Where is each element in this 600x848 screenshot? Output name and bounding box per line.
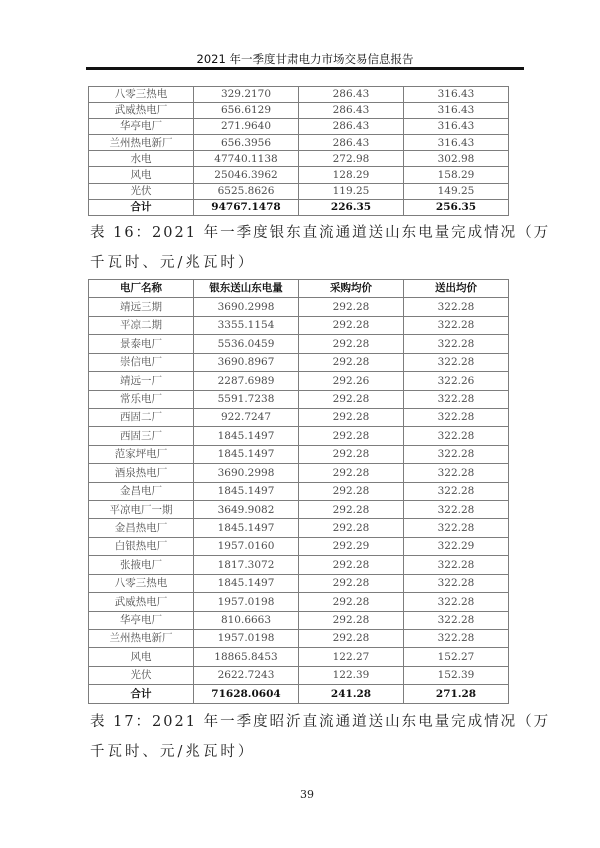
purchase-price-cell: 292.28 <box>299 482 404 500</box>
plant-name-cell: 酒泉热电厂 <box>89 464 194 482</box>
quantity-cell: 3690.8967 <box>194 353 299 371</box>
sendout-price-cell: 158.29 <box>404 167 509 183</box>
sendout-price-cell: 322.28 <box>404 427 509 445</box>
table-row <box>89 574 509 592</box>
quantity-cell: 3690.2998 <box>194 298 299 316</box>
total-sendout-price-cell: 271.28 <box>404 685 509 703</box>
plant-name-cell: 兰州热电新厂 <box>89 630 194 648</box>
sendout-price-cell: 152.27 <box>404 648 509 666</box>
purchase-price-cell: 292.28 <box>299 574 404 592</box>
table-row <box>89 666 509 684</box>
purchase-price-cell: 292.28 <box>299 390 404 408</box>
purchase-price-cell: 292.28 <box>299 593 404 611</box>
table-row <box>89 630 509 648</box>
sendout-price-cell: 322.28 <box>404 574 509 592</box>
plant-name-cell: 华亭电厂 <box>89 119 194 135</box>
purchase-price-cell: 292.28 <box>299 464 404 482</box>
table-row <box>89 316 509 334</box>
table-row <box>89 372 509 390</box>
caption-line: 千瓦时、元/兆瓦时） <box>90 744 256 760</box>
plant-name-cell: 西固二厂 <box>89 408 194 426</box>
column-header-sendout-price: 送出均价 <box>404 280 509 298</box>
purchase-price-cell: 286.43 <box>299 135 404 151</box>
purchase-price-cell: 286.43 <box>299 103 404 119</box>
sendout-price-cell: 322.29 <box>404 537 509 555</box>
table-row <box>89 167 509 183</box>
table-row <box>89 408 509 426</box>
table-row <box>89 519 509 537</box>
quantity-cell: 1845.1497 <box>194 482 299 500</box>
table-total-row <box>89 685 509 703</box>
purchase-price-cell: 292.28 <box>299 427 404 445</box>
quantity-cell: 656.3956 <box>194 135 299 151</box>
table-row <box>89 298 509 316</box>
header-rule <box>86 67 524 70</box>
sendout-price-cell: 322.28 <box>404 593 509 611</box>
plant-name-cell: 靖远三期 <box>89 298 194 316</box>
quantity-cell: 2622.7243 <box>194 666 299 684</box>
purchase-price-cell: 122.39 <box>299 666 404 684</box>
table-row <box>89 482 509 500</box>
table-total-row <box>89 199 509 215</box>
sendout-price-cell: 322.28 <box>404 390 509 408</box>
quantity-cell: 6525.8626 <box>194 183 299 199</box>
sendout-price-cell: 152.39 <box>404 666 509 684</box>
purchase-price-cell: 292.29 <box>299 537 404 555</box>
table-row <box>89 183 509 199</box>
quantity-cell: 1845.1497 <box>194 427 299 445</box>
plant-name-cell: 张掖电厂 <box>89 556 194 574</box>
purchase-price-cell: 292.26 <box>299 372 404 390</box>
table-row <box>89 611 509 629</box>
continued-table <box>88 86 509 216</box>
purchase-price-cell: 292.28 <box>299 298 404 316</box>
purchase-price-cell: 128.29 <box>299 167 404 183</box>
plant-name-cell: 光伏 <box>89 666 194 684</box>
table-header-row <box>89 280 509 298</box>
sendout-price-cell: 316.43 <box>404 119 509 135</box>
sendout-price-cell: 149.25 <box>404 183 509 199</box>
quantity-cell: 1845.1497 <box>194 445 299 463</box>
quantity-cell: 810.6663 <box>194 611 299 629</box>
page-header-title: 2021 年一季度甘肃电力市场交易信息报告 <box>196 52 414 66</box>
quantity-cell: 329.2170 <box>194 87 299 103</box>
purchase-price-cell: 292.28 <box>299 353 404 371</box>
sendout-price-cell: 322.28 <box>404 316 509 334</box>
table-row <box>89 135 509 151</box>
plant-name-cell: 风电 <box>89 648 194 666</box>
quantity-cell: 1957.0198 <box>194 630 299 648</box>
sendout-price-cell: 322.28 <box>404 335 509 353</box>
plant-name-cell: 武威热电厂 <box>89 103 194 119</box>
total-label-cell: 合计 <box>89 685 194 703</box>
quantity-cell: 1817.3072 <box>194 556 299 574</box>
sendout-price-cell: 322.28 <box>404 464 509 482</box>
table-17-caption <box>90 707 551 767</box>
quantity-cell: 18865.8453 <box>194 648 299 666</box>
total-quantity-cell: 94767.1478 <box>194 199 299 215</box>
sendout-price-cell: 322.28 <box>404 445 509 463</box>
sendout-price-cell: 322.28 <box>404 298 509 316</box>
plant-name-cell: 八零三热电 <box>89 574 194 592</box>
purchase-price-cell: 292.28 <box>299 335 404 353</box>
column-header-purchase-price: 采购均价 <box>299 280 404 298</box>
purchase-price-cell: 272.98 <box>299 151 404 167</box>
sendout-price-cell: 322.28 <box>404 630 509 648</box>
sendout-price-cell: 322.28 <box>404 408 509 426</box>
purchase-price-cell: 286.43 <box>299 119 404 135</box>
table-row <box>89 537 509 555</box>
sendout-price-cell: 316.43 <box>404 103 509 119</box>
page-number: 39 <box>300 788 314 801</box>
table-row <box>89 390 509 408</box>
table-row <box>89 335 509 353</box>
plant-name-cell: 靖远一厂 <box>89 372 194 390</box>
plant-name-cell: 风电 <box>89 167 194 183</box>
plant-name-cell: 景泰电厂 <box>89 335 194 353</box>
sendout-price-cell: 322.28 <box>404 482 509 500</box>
sendout-price-cell: 316.43 <box>404 135 509 151</box>
plant-name-cell: 金昌热电厂 <box>89 519 194 537</box>
plant-name-cell: 平凉电厂一期 <box>89 501 194 519</box>
table-row <box>89 501 509 519</box>
quantity-cell: 3649.9082 <box>194 501 299 519</box>
purchase-price-cell: 286.43 <box>299 87 404 103</box>
plant-name-cell: 光伏 <box>89 183 194 199</box>
quantity-cell: 47740.1138 <box>194 151 299 167</box>
plant-name-cell: 平凉二期 <box>89 316 194 334</box>
total-purchase-price-cell: 241.28 <box>299 685 404 703</box>
purchase-price-cell: 292.28 <box>299 630 404 648</box>
caption-line: 表 17：2021 年一季度昭沂直流通道送山东电量完成情况（万 <box>90 714 551 730</box>
plant-name-cell: 华亭电厂 <box>89 611 194 629</box>
sendout-price-cell: 316.43 <box>404 87 509 103</box>
purchase-price-cell: 292.28 <box>299 519 404 537</box>
purchase-price-cell: 119.25 <box>299 183 404 199</box>
sendout-price-cell: 322.26 <box>404 372 509 390</box>
caption-line: 表 16：2021 年一季度银东直流通道送山东电量完成情况（万 <box>90 225 551 241</box>
quantity-cell: 922.7247 <box>194 408 299 426</box>
sendout-price-cell: 322.28 <box>404 556 509 574</box>
plant-name-cell: 水电 <box>89 151 194 167</box>
plant-name-cell: 崇信电厂 <box>89 353 194 371</box>
purchase-price-cell: 292.28 <box>299 556 404 574</box>
table-row <box>89 427 509 445</box>
table-16-caption <box>90 218 551 278</box>
table-row <box>89 556 509 574</box>
quantity-cell: 5591.7238 <box>194 390 299 408</box>
quantity-cell: 5536.0459 <box>194 335 299 353</box>
quantity-cell: 1957.0198 <box>194 593 299 611</box>
sendout-price-cell: 302.98 <box>404 151 509 167</box>
table-row <box>89 593 509 611</box>
plant-name-cell: 八零三热电 <box>89 87 194 103</box>
plant-name-cell: 西固三厂 <box>89 427 194 445</box>
quantity-cell: 271.9640 <box>194 119 299 135</box>
table-16 <box>88 279 509 704</box>
quantity-cell: 1845.1497 <box>194 519 299 537</box>
column-header-plant-name: 电厂名称 <box>89 280 194 298</box>
table-row <box>89 464 509 482</box>
total-label-cell: 合计 <box>89 199 194 215</box>
plant-name-cell: 武威热电厂 <box>89 593 194 611</box>
sendout-price-cell: 322.28 <box>404 519 509 537</box>
plant-name-cell: 金昌电厂 <box>89 482 194 500</box>
sendout-price-cell: 322.28 <box>404 501 509 519</box>
purchase-price-cell: 292.28 <box>299 611 404 629</box>
sendout-price-cell: 322.28 <box>404 353 509 371</box>
sendout-price-cell: 322.28 <box>404 611 509 629</box>
table-row <box>89 151 509 167</box>
purchase-price-cell: 292.28 <box>299 501 404 519</box>
quantity-cell: 1957.0160 <box>194 537 299 555</box>
table-row <box>89 353 509 371</box>
quantity-cell: 656.6129 <box>194 103 299 119</box>
table-row <box>89 445 509 463</box>
purchase-price-cell: 292.28 <box>299 445 404 463</box>
column-header-quantity: 银东送山东电量 <box>194 280 299 298</box>
table-row <box>89 87 509 103</box>
quantity-cell: 2287.6989 <box>194 372 299 390</box>
plant-name-cell: 白银热电厂 <box>89 537 194 555</box>
caption-line: 千瓦时、元/兆瓦时） <box>90 255 256 271</box>
quantity-cell: 3355.1154 <box>194 316 299 334</box>
quantity-cell: 3690.2998 <box>194 464 299 482</box>
quantity-cell: 1845.1497 <box>194 574 299 592</box>
plant-name-cell: 兰州热电新厂 <box>89 135 194 151</box>
table-row <box>89 648 509 666</box>
plant-name-cell: 常乐电厂 <box>89 390 194 408</box>
purchase-price-cell: 292.28 <box>299 408 404 426</box>
plant-name-cell: 范家坪电厂 <box>89 445 194 463</box>
purchase-price-cell: 122.27 <box>299 648 404 666</box>
total-sendout-price-cell: 256.35 <box>404 199 509 215</box>
purchase-price-cell: 292.28 <box>299 316 404 334</box>
total-quantity-cell: 71628.0604 <box>194 685 299 703</box>
total-purchase-price-cell: 226.35 <box>299 199 404 215</box>
quantity-cell: 25046.3962 <box>194 167 299 183</box>
table-row <box>89 103 509 119</box>
table-row <box>89 119 509 135</box>
